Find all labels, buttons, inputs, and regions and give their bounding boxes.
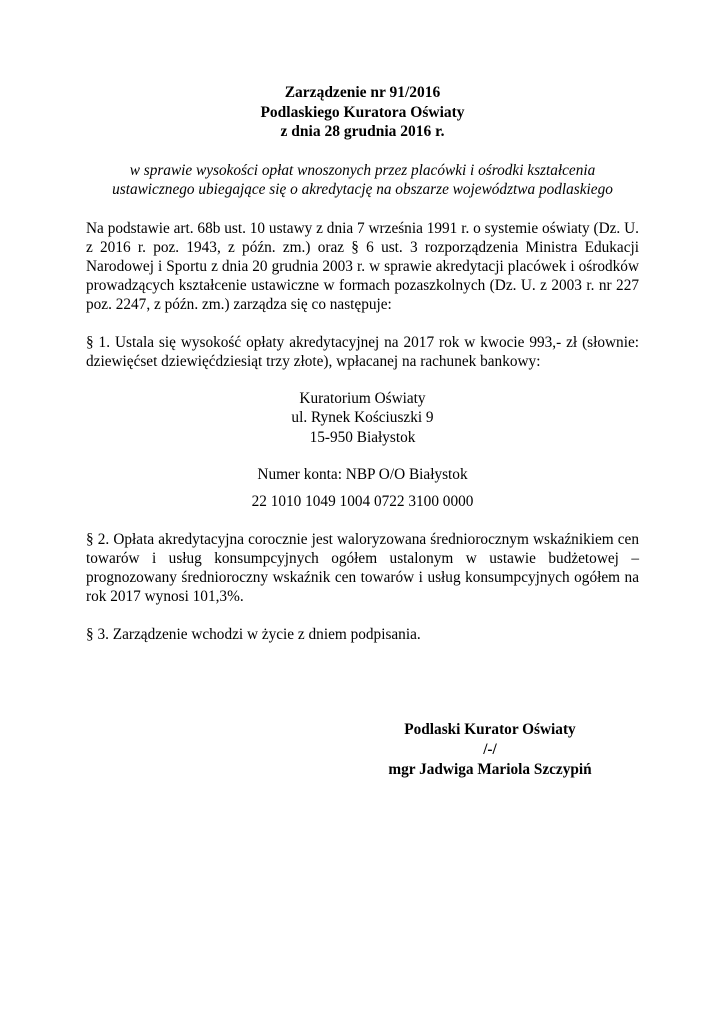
signature-block — [370, 720, 610, 780]
address-city: 15-950 Białystok — [309, 428, 416, 446]
signature-name: mgr Jadwiga Mariola Szczypiń — [388, 761, 592, 778]
document-subject — [86, 161, 639, 200]
preamble-paragraph: Na podstawie art. 68b ust. 10 ustawy z dnia 7 września 1991 r. o systemie oświaty (Dz. U. z 2016 r. poz. 1943, z późn. zm.) oraz § 6 ust. 3 rozporządzenia Ministra Edukacji Narodowej i Sportu z dnia 20 grudnia 2003 r. w sprawie akredytacji placówek i ośrodków prowadzących kształcenie ustawiczne w formach pozaszkolnych (Dz. U. z 2003 r. nr 227 poz. 2247, z późn. zm.) zarządza się co następuje: — [86, 219, 639, 313]
section-3-paragraph: § 3. Zarządzenie wchodzi w życie z dniem podpisania. — [86, 626, 421, 643]
address-name: Kuratorium Oświaty — [299, 389, 426, 407]
document-page — [86, 83, 639, 644]
bank-address — [86, 389, 639, 448]
subject-line-2: ustawicznego ubiegające się o akredytację na obszarze województwa podlaskiego — [112, 181, 613, 198]
account-number: 22 1010 1049 1004 0722 3100 0000 — [251, 493, 474, 510]
account-label: Numer konta: NBP O/O Białystok — [257, 466, 468, 483]
title-line-date: z dnia 28 grudnia 2016 r. — [280, 123, 445, 140]
section-2-paragraph: § 2. Opłata akredytacyjna corocznie jest waloryzowana średniorocznym wskaźnikiem cen towarów i usług konsumpcyjnych ogółem ustalonym w ustawie budżetowej – prognozowany średnioroczny wskaźnik cen towarów i usług konsumpcyjnych ogółem na rok 2017 wynosi 101,3%. — [86, 531, 639, 605]
signature-mark: /-/ — [483, 741, 497, 758]
document-title — [86, 83, 639, 142]
section-1-paragraph: § 1. Ustala się wysokość opłaty akredytacyjnej na 2017 rok w kwocie 993,- zł (słownie: dziewięćset dziewięćdziesiąt trzy złote), wpłacanej na rachunek bankowy: — [86, 333, 639, 370]
signature-title: Podlaski Kurator Oświaty — [404, 721, 576, 738]
title-line-order-number: Zarządzenie nr 91/2016 — [284, 84, 441, 101]
subject-line-1: w sprawie wysokości opłat wnoszonych przez placówki i ośrodki kształcenia — [129, 161, 596, 179]
address-street: ul. Rynek Kościuszki 9 — [291, 409, 434, 426]
title-line-issuer: Podlaskiego Kuratora Oświaty — [260, 103, 465, 121]
